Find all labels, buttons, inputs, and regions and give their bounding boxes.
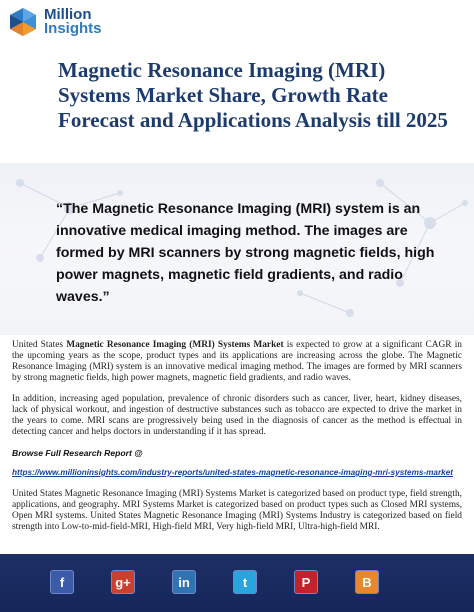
intro-rest: is expected to grow at a significant CAGR in the upcoming years as the scope, product types and its applications are increasing across the globe. The Magnetic Resonance Imaging (MRI) system is an innovative medical imaging method. The images are formed by MRI scanners by strong magnetic fields, high power magnets, magnetic field gradients, and radio waves. (12, 340, 462, 383)
intro-prefix: United States (12, 340, 67, 350)
intro-paragraph (12, 340, 462, 384)
google-plus-icon[interactable]: g+ (111, 570, 135, 594)
report-link[interactable]: https://www.millioninsights.com/industry-reports/united-states-magnetic-resonance-imaging-mri-systems-market (12, 468, 453, 477)
linkedin-icon[interactable]: in (172, 570, 196, 594)
browse-report-label: Browse Full Research Report @ (12, 448, 143, 458)
segmentation-paragraph: United States Magnetic Resonance Imaging (MRI) Systems Market is categorized based on product type, field strength, applications, and geography. MRI Systems Market is categorized based on product types such as Closed MRI systems, Open MRI systems. United States Magnetic Resonance Imaging (MRI) Systems Industry is categorized based on field strength into Low-to-mid-field-MRI, High-field MRI, Very high-field MRI, Ultra-high-field MRI. (12, 489, 462, 532)
drivers-paragraph: In addition, increasing aged population, prevalence of chronic disorders such as cancer, liver, heart, kidney diseases, lack of physical workout, and ingestion of destructive substances such as tobacco are expected to drive the market in the years to come. MRI scans are progressively being used in the diagnosis of cancer as the method is effectual in detecting cancer and helps doctors in understanding if it has spread. (12, 394, 462, 437)
twitter-icon[interactable]: t (233, 570, 257, 594)
intro-market-name: Magnetic Resonance Imaging (MRI) Systems Market (66, 340, 284, 350)
hero-banner (0, 163, 474, 335)
facebook-icon[interactable]: f (50, 570, 74, 594)
page-title: Magnetic Resonance Imaging (MRI) Systems Market Share, Growth Rate Forecast and Applications Analysis till 2025 (58, 58, 448, 132)
logo-icon (8, 7, 38, 37)
brand-logo[interactable] (8, 4, 168, 40)
hero-quote: “The Magnetic Resonance Imaging (MRI) system is an innovative medical imaging method. The images are formed by MRI scanners by strong magnetic fields, high power magnets, magnetic field gradients, and radio waves.” (56, 201, 435, 305)
brand-name-line2: Insights (44, 20, 102, 37)
blogger-icon[interactable]: B (355, 570, 379, 594)
footer-bar (0, 554, 474, 612)
brand-name-line1: Million (44, 6, 92, 23)
pinterest-icon[interactable]: P (294, 570, 318, 594)
